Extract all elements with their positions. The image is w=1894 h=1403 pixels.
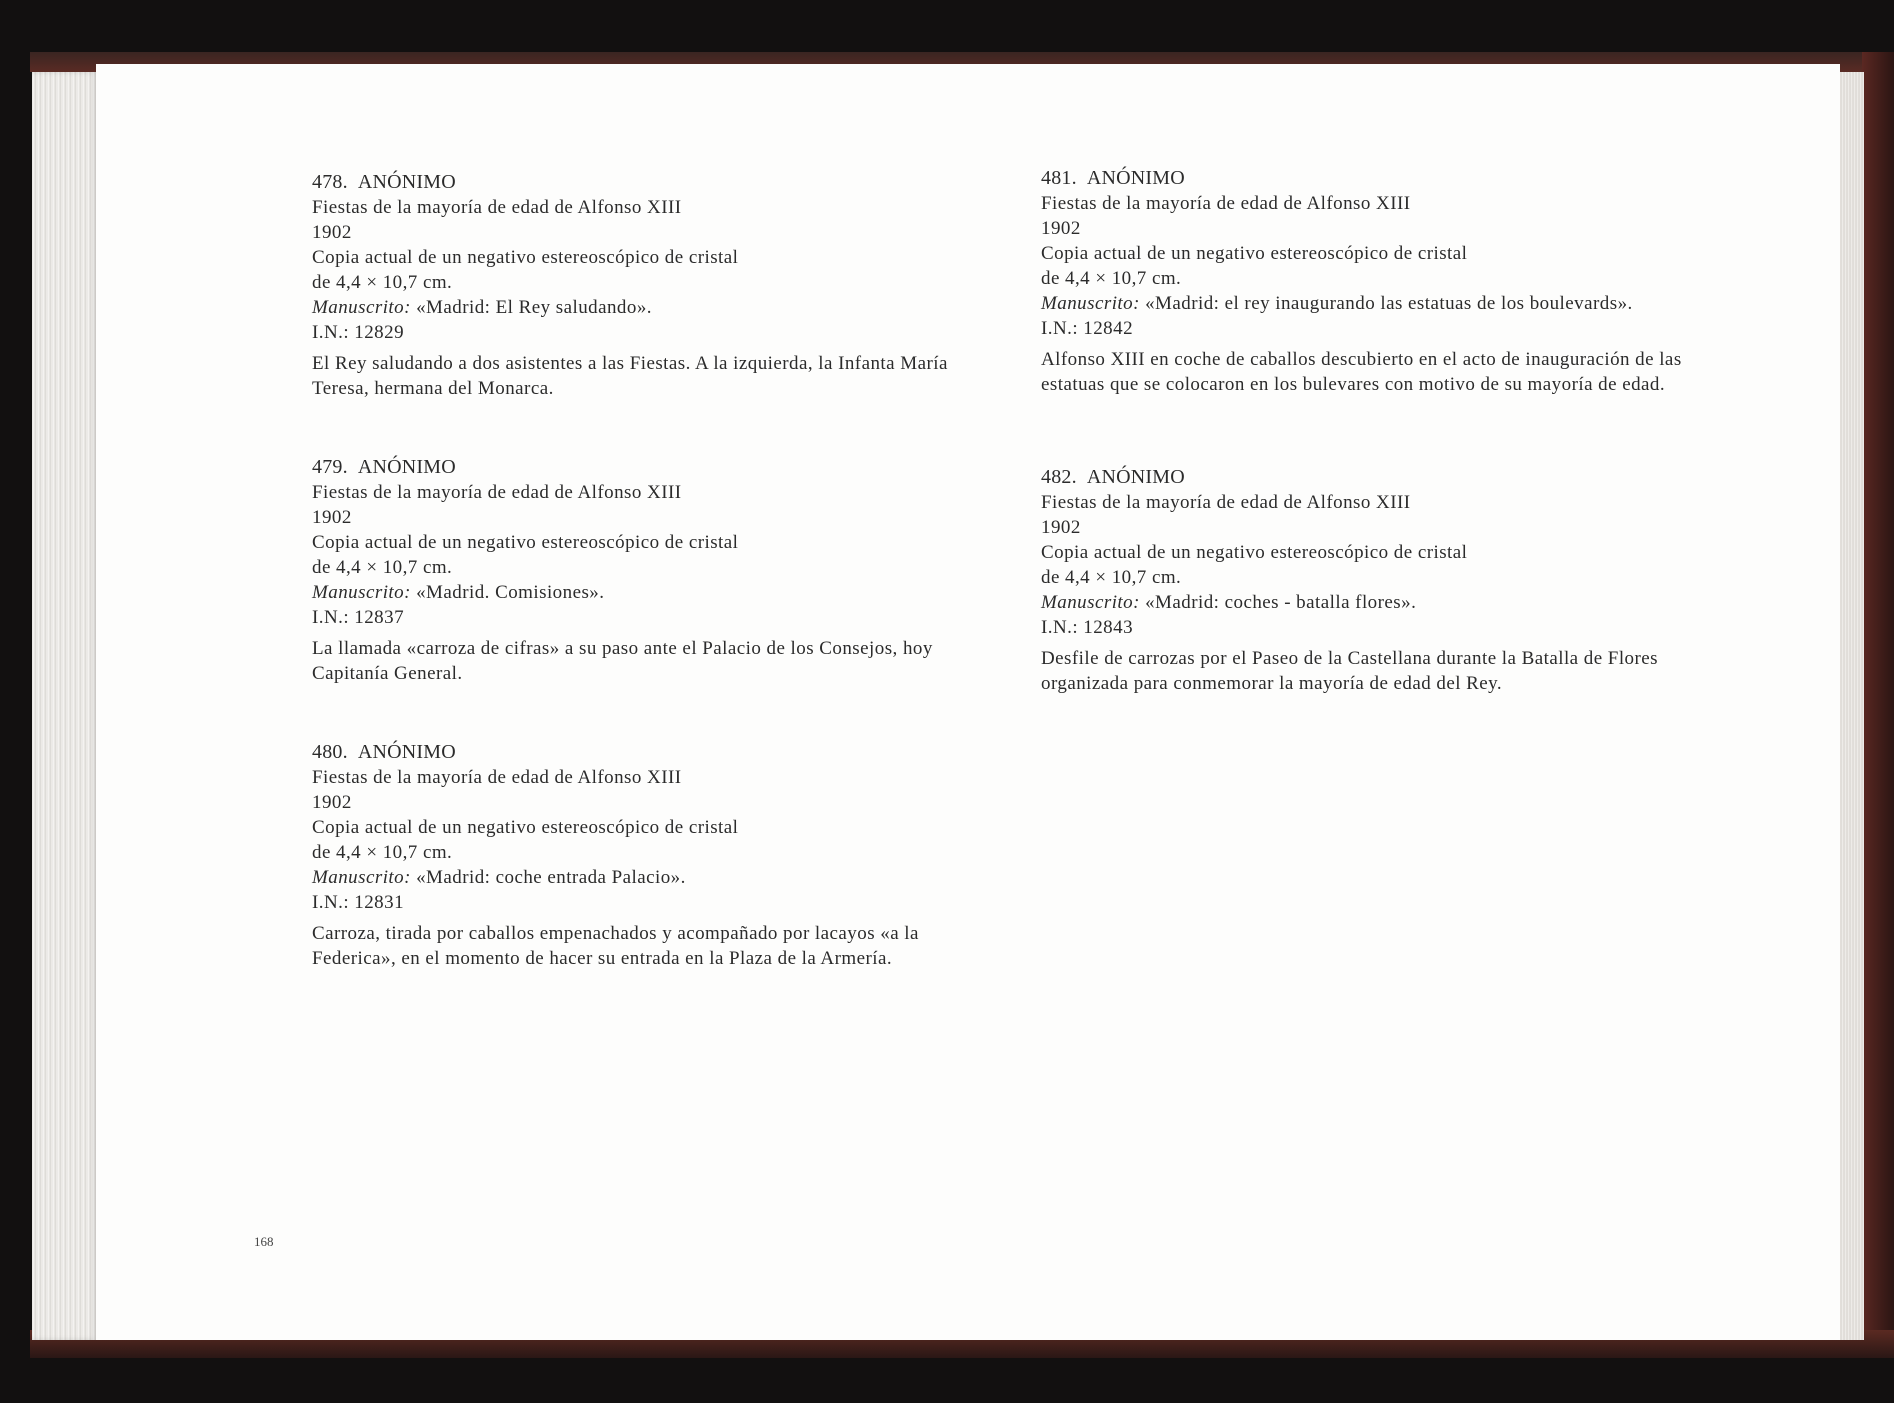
- entry-description: Alfonso XIII en coche de caballos descubierto en el acto de inauguración de las estatuas que se colocaron en los bulevares con motivo de su mayoría de edad.: [1041, 349, 1682, 395]
- entry-year: 1902: [312, 507, 352, 528]
- book-cover-right: [1862, 52, 1894, 1358]
- entry-number: 481.: [1041, 167, 1077, 189]
- page-edges-left: [32, 72, 98, 1340]
- entry-technique: Copia actual de un negativo estereoscópico de cristal: [1041, 542, 1468, 563]
- entry-author: ANÓNIMO: [1086, 466, 1185, 488]
- entry-dimensions: de 4,4 × 10,7 cm.: [312, 272, 453, 293]
- entry-title: Fiestas de la mayoría de edad de Alfonso XIII: [312, 482, 682, 503]
- entry-title: Fiestas de la mayoría de edad de Alfonso XIII: [1041, 193, 1411, 214]
- entry-description: El Rey saludando a dos asistentes a las Fiestas. A la izquierda, la Infanta María Teresa, hermana del Monarca.: [312, 353, 948, 399]
- entry-dimensions: de 4,4 × 10,7 cm.: [312, 557, 453, 578]
- entry-technique: Copia actual de un negativo estereoscópico de cristal: [312, 817, 739, 838]
- page-number: 168: [254, 1234, 274, 1249]
- manuscript-text: «Madrid: El Rey saludando».: [416, 297, 652, 318]
- entry-author: ANÓNIMO: [357, 456, 456, 478]
- catalog-entry-481: [1041, 166, 1701, 397]
- entry-manuscript: [312, 295, 972, 320]
- entry-number: 479.: [312, 456, 348, 478]
- manuscript-text: «Madrid: el rey inaugurando las estatuas de los boulevards».: [1145, 293, 1633, 314]
- entry-title: Fiestas de la mayoría de edad de Alfonso XIII: [312, 197, 682, 218]
- manuscript-label: Manuscrito:: [312, 582, 411, 603]
- entry-manuscript: [1041, 590, 1701, 615]
- catalog-entry-478: [312, 170, 972, 401]
- entry-dimensions: de 4,4 × 10,7 cm.: [1041, 567, 1182, 588]
- entry-technique: Copia actual de un negativo estereoscópico de cristal: [312, 532, 739, 553]
- manuscript-label: Manuscrito:: [312, 867, 411, 888]
- entry-number: 482.: [1041, 466, 1077, 488]
- manuscript-label: Manuscrito:: [312, 297, 411, 318]
- entry-inventory: I.N.: 12829: [312, 322, 405, 343]
- entry-manuscript: [312, 580, 972, 605]
- manuscript-text: «Madrid: coche entrada Palacio».: [416, 867, 686, 888]
- entry-heading: [312, 170, 972, 195]
- page-edges-right: [1838, 72, 1864, 1340]
- entry-author: ANÓNIMO: [357, 741, 456, 763]
- manuscript-text: «Madrid. Comisiones».: [416, 582, 605, 603]
- entry-title: Fiestas de la mayoría de edad de Alfonso XIII: [1041, 492, 1411, 513]
- entry-dimensions: de 4,4 × 10,7 cm.: [1041, 268, 1182, 289]
- entry-technique: Copia actual de un negativo estereoscópico de cristal: [1041, 243, 1468, 264]
- left-column: [312, 170, 972, 1025]
- entry-inventory: I.N.: 12831: [312, 892, 405, 913]
- entry-number: 478.: [312, 171, 348, 193]
- entry-description: Desfile de carrozas por el Paseo de la Castellana durante la Batalla de Flores organizada para conmemorar la mayoría de edad del Rey.: [1041, 648, 1659, 694]
- entry-description: Carroza, tirada por caballos empenachados y acompañado por lacayos «a la Federica», en el momento de hacer su entrada en la Plaza de la Armería.: [312, 923, 919, 969]
- entry-year: 1902: [1041, 218, 1081, 239]
- entry-author: ANÓNIMO: [1086, 167, 1185, 189]
- entry-heading: [312, 740, 972, 765]
- catalog-entry-479: [312, 455, 972, 686]
- entry-year: 1902: [312, 222, 352, 243]
- entry-title: Fiestas de la mayoría de edad de Alfonso XIII: [312, 767, 682, 788]
- entry-inventory: I.N.: 12837: [312, 607, 405, 628]
- entry-number: 480.: [312, 741, 348, 763]
- entry-technique: Copia actual de un negativo estereoscópico de cristal: [312, 247, 739, 268]
- entry-manuscript: [312, 865, 972, 890]
- catalog-entry-480: [312, 740, 972, 971]
- entry-heading: [1041, 166, 1701, 191]
- manuscript-label: Manuscrito:: [1041, 293, 1140, 314]
- entry-heading: [1041, 465, 1701, 490]
- entry-description: La llamada «carroza de cifras» a su paso ante el Palacio de los Consejos, hoy Capitanía General.: [312, 638, 933, 684]
- entry-year: 1902: [1041, 517, 1081, 538]
- manuscript-label: Manuscrito:: [1041, 592, 1140, 613]
- entry-inventory: I.N.: 12842: [1041, 318, 1134, 339]
- entry-year: 1902: [312, 792, 352, 813]
- catalog-entry-482: [1041, 465, 1701, 696]
- entry-inventory: I.N.: 12843: [1041, 617, 1134, 638]
- entry-author: ANÓNIMO: [357, 171, 456, 193]
- entry-dimensions: de 4,4 × 10,7 cm.: [312, 842, 453, 863]
- manuscript-text: «Madrid: coches - batalla flores».: [1145, 592, 1417, 613]
- entry-manuscript: [1041, 291, 1701, 316]
- entry-heading: [312, 455, 972, 480]
- right-column: [1041, 166, 1701, 764]
